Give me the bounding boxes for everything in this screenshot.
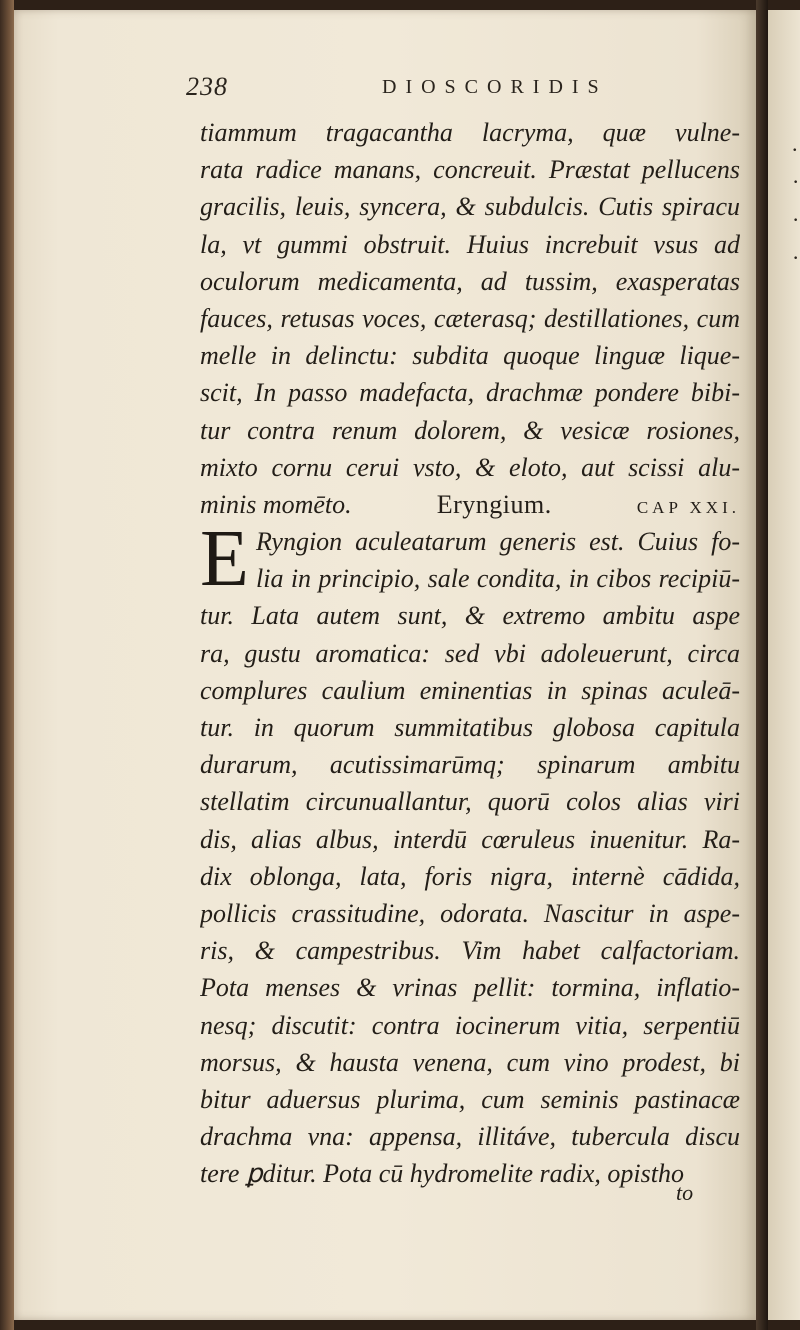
page-number: 238 [186,72,228,101]
text-line: nesq; discutit: contra iocinerum vitia, serpentiū [200,1010,740,1040]
chapter-title: Eryngium. [436,489,552,519]
text-line: tiammum tragacantha lacryma, quæ vulne- [200,118,740,147]
text-line: melle in delinctu: subdita quoque linguæ lique- [200,341,740,371]
text-line: durarum, acutissimarūmq; spinarum ambitu [200,750,740,780]
text-line: lia in principio, sale condita, in cibos recipiū- [256,564,740,594]
chapter-heading-line [200,486,740,523]
running-head [186,72,726,102]
text-line: la, vt gummi obstruit. Huius increbuit vsus ad [200,229,740,259]
text-line: dis, alias albus, interdū cœruleus inuenitur. Ra- [200,824,740,854]
chapter-lead-text: minis momēto. [200,489,352,519]
text-line: morsus, & hausta venena, cum vino prodest, bi [200,1047,740,1077]
text-line: mixto cornu cerui vsto, & eloto, aut scissi alu- [200,452,740,482]
book-binding-edge [0,0,14,1330]
text-column [200,114,740,1192]
text-line: ris, & campestribus. Vim habet calfactoriam. [200,936,740,966]
text-line: pollicis crassitudine, odorata. Nascitur in aspe- [200,898,740,928]
text-line: tur. Lata autem sunt, & extremo ambitu aspe [200,601,740,631]
text-line: oculorum medicamenta, ad tussim, exasperatas [200,266,740,296]
text-line: drachma vna: appensa, illitáve, tubercula discu [200,1122,740,1152]
text-line: Ryngion aculeatarum generis est. Cuius fo- [256,527,740,557]
facing-page-edge [768,10,800,1320]
drop-cap-initial: E [200,515,249,603]
text-line: rata radice manans, concreuit. Præstat pellucens [200,155,740,185]
chapter-label: CAP XXI. [636,497,740,517]
text-line: bitur aduersus plurima, cum seminis pastinacæ [200,1084,740,1114]
text-line: tur contra renum dolorem, & vesicæ rosiones, [200,415,740,445]
text-line: ra, gustu aromatica: sed vbi adoleuerunt, circa [200,638,740,668]
book-gutter [756,0,768,1330]
text-line: dix oblonga, lata, foris nigra, internè cādida, [200,861,740,891]
text-line: fauces, retusas voces, cæterasq; destillationes, cum [200,303,740,333]
text-line: Pota menses & vrinas pellit: tormina, inflatio- [200,973,740,1003]
text-line: stellatim circunuallantur, quorū colos alias viri [200,787,740,817]
facing-page-fragments: . · · · [792,131,800,270]
catchword: to [676,1180,694,1205]
text-line: tur. in quorum summitatibus globosa capitula [200,713,740,742]
text-line: tere ꝑditur. Pota cū hydromelite radix, opistho [200,1159,684,1189]
running-title: DIOSCORIDIS [382,76,608,98]
text-line: gracilis, leuis, syncera, & subdulcis. Cutis spiracu [200,192,740,222]
text-line: scit, In passo madefacta, drachmæ pondere bibi- [200,378,740,408]
text-line: complures caulium eminentias in spinas aculeā- [200,675,740,705]
